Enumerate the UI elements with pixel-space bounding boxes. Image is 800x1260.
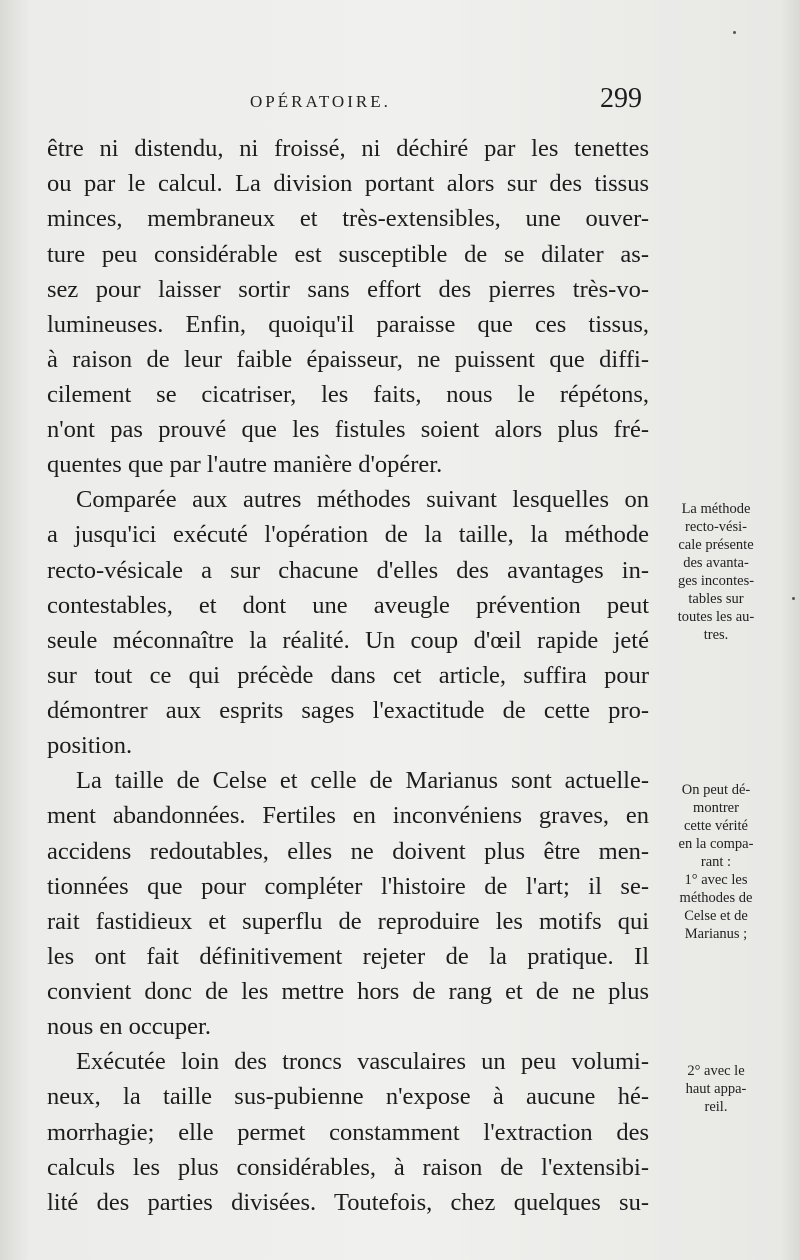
body-line: recto-vésicale a sur chacune d'elles des avantages in- [47, 557, 649, 584]
body-line: nous en occuper. [47, 1013, 211, 1040]
margin-note [660, 500, 772, 644]
margin-note [660, 1062, 772, 1116]
body-line: neux, la taille sus-pubienne n'expose à aucune hé- [47, 1083, 649, 1110]
body-line: être ni distendu, ni froissé, ni déchiré par les tenettes [47, 135, 649, 162]
margin-note-line: toutes les au- [677, 609, 755, 625]
body-line: tionnées que pour compléter l'histoire de l'art; il se- [47, 873, 649, 900]
margin-note-line: haut appa- [685, 1081, 747, 1097]
margin-note-line: tables sur [688, 591, 744, 607]
body-line: rait fastidieux et superflu de reproduire les motifs qui [47, 908, 649, 935]
body-line: ou par le calcul. La division portant alors sur des tissus [47, 170, 649, 197]
body-line: ment abandonnées. Fertiles en inconvéniens graves, en [47, 802, 649, 829]
margin-note-line: 2° avec le [687, 1063, 745, 1079]
margin-note-line: cale présente [678, 537, 754, 553]
body-line: ture peu considérable est susceptible de se dilater as- [47, 241, 649, 268]
body-line: convient donc de les mettre hors de rang et de ne plus [47, 978, 649, 1005]
paper-speck [733, 31, 736, 34]
body-line: sez pour laisser sortir sans effort des pierres très-vo- [47, 276, 649, 303]
margin-note-line: méthodes de [679, 890, 753, 906]
body-line: seule méconnaître la réalité. Un coup d'œil rapide jeté [47, 627, 649, 654]
margin-note-line: ges incontes- [677, 573, 755, 589]
margin-note-line: en la compa- [678, 836, 754, 852]
margin-note-line: Celse et de [684, 908, 748, 924]
margin-note-line: rant : [700, 854, 732, 870]
margin-note-line: Marianus ; [684, 926, 748, 942]
margin-note-line: On peut dé- [681, 782, 751, 798]
body-line: les ont fait définitivement rejeter de la pratique. Il [47, 943, 649, 970]
page-number: 299 [600, 83, 642, 114]
body-line: lité des parties divisées. Toutefois, chez quelques su- [47, 1189, 649, 1216]
margin-note-line: 1° avec les [684, 872, 748, 888]
body-line: a jusqu'ici exécuté l'opération de la taille, la méthode [47, 521, 649, 548]
paragraph-start-line: La taille de Celse et celle de Marianus sont actuelle- [76, 767, 649, 794]
body-line: à raison de leur faible épaisseur, ne puissent que diffi- [47, 346, 649, 373]
margin-note-line: des avanta- [683, 555, 749, 571]
paper-speck [792, 597, 795, 600]
body-line: position. [47, 732, 133, 759]
margin-note-line: reil. [704, 1099, 728, 1115]
body-line: démontrer aux esprits sages l'exactitude de cette pro- [47, 697, 649, 724]
margin-note-line: La méthode [681, 501, 751, 517]
margin-note-line: montrer [693, 800, 739, 816]
body-line: accidens redoutables, elles ne doivent plus être men- [47, 838, 649, 865]
body-line: sur tout ce qui précède dans cet article, suffira pour [47, 662, 649, 689]
body-line: cilement se cicatriser, les faits, nous le répétons, [47, 381, 649, 408]
paragraph-start-line: Exécutée loin des troncs vasculaires un peu volumi- [76, 1048, 649, 1075]
margin-note [660, 781, 772, 943]
paragraph-start-line: Comparée aux autres méthodes suivant lesquelles on [76, 486, 649, 513]
running-head: OPÉRATOIRE. [250, 92, 391, 111]
body-line: n'ont pas prouvé que les fistules soient alors plus fré- [47, 416, 649, 443]
body-line: morrhagie; elle permet constamment l'extraction des [47, 1119, 649, 1146]
margin-note-line: cette vérité [684, 818, 748, 834]
body-line: contestables, et dont une aveugle prévention peut [47, 592, 649, 619]
body-line: minces, membraneux et très-extensibles, une ouver- [47, 205, 649, 232]
body-line: lumineuses. Enfin, quoiqu'il paraisse que ces tissus, [47, 311, 649, 338]
body-line: quentes que par l'autre manière d'opérer. [47, 451, 443, 478]
body-line: calculs les plus considérables, à raison de l'extensibi- [47, 1154, 649, 1181]
margin-note-line: recto-vési- [685, 519, 747, 535]
margin-note-line: tres. [703, 627, 729, 643]
